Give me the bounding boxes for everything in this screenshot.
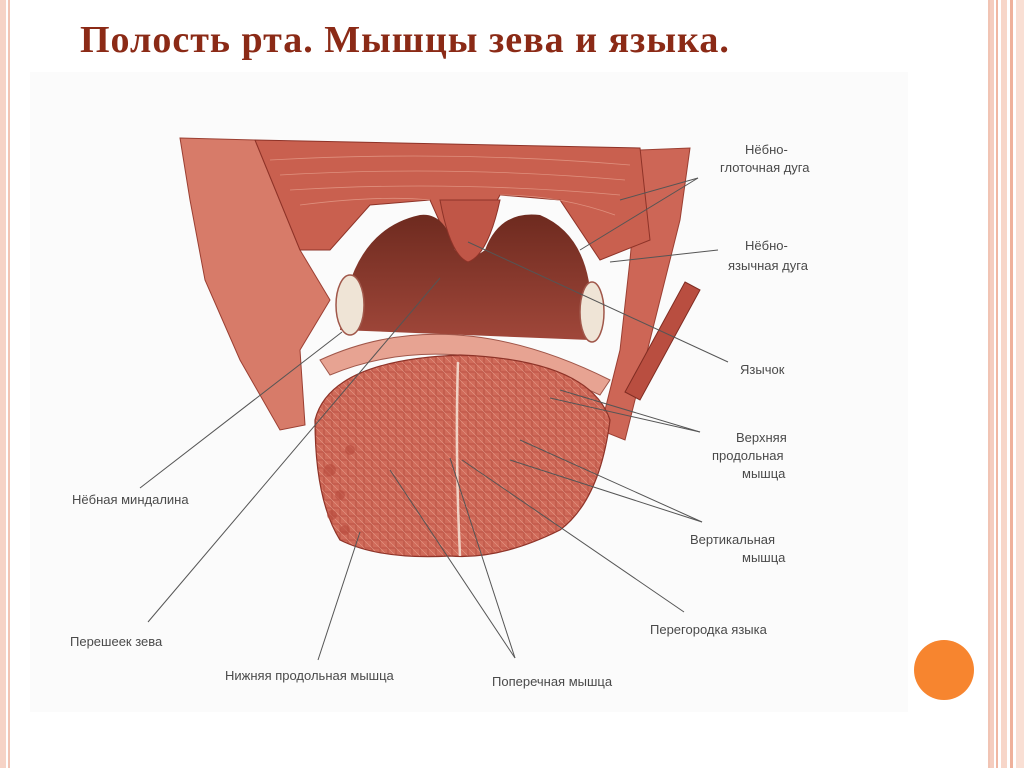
label-uvula: Язычок bbox=[740, 362, 785, 377]
label-isthmus: Перешеек зева bbox=[70, 634, 163, 649]
label-septum: Перегородка языка bbox=[650, 622, 767, 637]
label-vertical-2: мышца bbox=[742, 550, 786, 565]
left-palatine-tonsil bbox=[336, 275, 364, 335]
label-palatoglossal-1: Нёбно- bbox=[745, 238, 788, 253]
label-sup-long-3: мышца bbox=[742, 466, 786, 481]
label-palatoglossal-2: язычная дуга bbox=[728, 258, 808, 273]
decorative-orange-dot bbox=[914, 640, 974, 700]
label-vertical-1: Вертикальная bbox=[690, 532, 776, 547]
oral-cavity-illustration bbox=[180, 138, 700, 557]
label-inf-long: Нижняя продольная мышца bbox=[225, 668, 394, 683]
label-sup-long-2: продольная bbox=[712, 448, 784, 463]
label-palatopharyngeal-1: Нёбно- bbox=[745, 142, 788, 157]
label-palatopharyngeal-2: глоточная дуга bbox=[720, 160, 810, 175]
right-palatine-tonsil bbox=[580, 282, 604, 342]
label-sup-long-1: Верхняя bbox=[736, 430, 787, 445]
slide-title: Полость рта. Мышцы зева и языка. bbox=[80, 19, 730, 61]
tongue-body bbox=[315, 355, 610, 557]
label-transverse: Поперечная мышца bbox=[492, 674, 613, 689]
label-tonsil: Нёбная миндалина bbox=[72, 492, 189, 507]
